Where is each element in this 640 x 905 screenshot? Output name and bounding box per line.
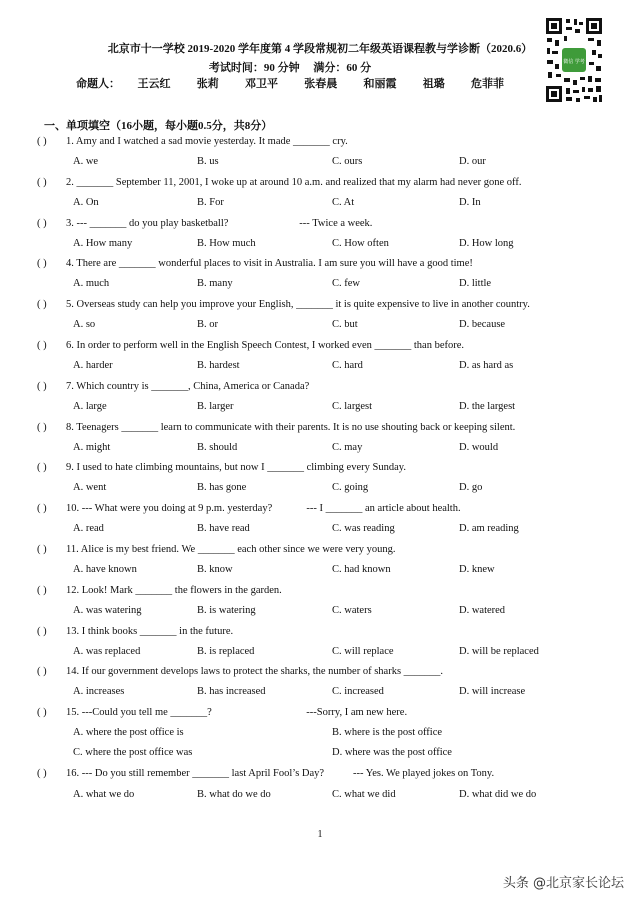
question-stem: 7. Which country is _______, China, America or Canada? <box>66 380 310 392</box>
options-6 <box>73 360 613 374</box>
question-stem: 10. --- What were you doing at 9 p.m. yesterday? --- I _______ an article about health. <box>66 503 461 515</box>
option-a: A. so <box>73 319 96 331</box>
option-b: B. has increased <box>197 686 266 698</box>
question-4 <box>37 258 473 269</box>
option-a: A. went <box>73 482 107 494</box>
answer-paren[interactable]: ( ) <box>37 503 47 515</box>
option-c: C. hard <box>332 360 363 371</box>
answer-paren[interactable]: ( ) <box>37 544 47 555</box>
option-b: B. is watering <box>197 604 256 616</box>
watermark: 头条 @北京家长论坛 <box>502 876 624 891</box>
options-16 <box>73 789 613 803</box>
option-a: A. much <box>73 278 110 290</box>
option-c: C. increased <box>332 686 384 698</box>
option-a: A. what we do <box>73 789 135 800</box>
answer-paren[interactable]: ( ) <box>37 584 47 596</box>
option-d: D. where was the post office <box>332 747 452 759</box>
answer-paren[interactable]: ( ) <box>37 136 47 147</box>
question-9 <box>37 462 406 473</box>
option-d: D. How long <box>459 237 514 249</box>
options-15 <box>73 727 613 767</box>
option-a: A. have known <box>73 564 137 575</box>
option-b: B. hardest <box>197 360 240 371</box>
option-d: D. will be replaced <box>459 645 539 657</box>
question-stem: 13. I think books _______ in the future. <box>66 625 234 637</box>
question-stem: 6. In order to perform well in the English Speech Contest, I worked even _______ than before. <box>66 340 465 351</box>
question-10 <box>37 503 461 514</box>
option-a: A. was watering <box>73 604 142 616</box>
question-11 <box>37 544 396 555</box>
options-4 <box>73 278 613 292</box>
question-16 <box>37 768 494 779</box>
answer-paren[interactable]: ( ) <box>37 176 47 188</box>
option-d: D. would <box>459 441 499 453</box>
question-stem: 16. --- Do you still remember _______ last April Fool’s Day? --- Yes. We played jokes on Tony. <box>66 768 495 779</box>
option-c: C. will replace <box>332 645 394 657</box>
option-b: B. How much <box>197 237 256 249</box>
option-c: C. may <box>332 441 363 453</box>
exam-info: 考试时间：90 分钟 满分：60 分 <box>208 62 372 74</box>
options-2 <box>73 197 613 211</box>
option-d: D. watered <box>459 604 506 616</box>
option-d: D. our <box>459 156 486 167</box>
question-7 <box>37 381 309 392</box>
question-stem: 4. There are _______ wonderful places to visit in Australia. I am sure you will have a good time! <box>66 258 473 270</box>
option-d: D. will increase <box>459 686 526 698</box>
option-c: C. going <box>332 482 369 494</box>
option-c: C. largest <box>332 400 373 412</box>
option-d: D. knew <box>459 564 495 575</box>
option-d: D. go <box>459 482 483 494</box>
exam-authors: 命题人： 王云红 张莉 邓卫平 张春晨 和丽霞 祖璐 危菲菲 <box>76 78 504 90</box>
answer-paren[interactable]: ( ) <box>37 625 47 637</box>
option-a: A. was replaced <box>73 645 141 657</box>
options-14 <box>73 686 613 700</box>
answer-paren[interactable]: ( ) <box>37 768 47 779</box>
option-d: D. In <box>459 196 481 208</box>
question-12 <box>37 585 282 596</box>
options-10 <box>73 523 613 537</box>
option-c: C. was reading <box>332 523 395 535</box>
options-12 <box>73 605 613 619</box>
question-stem: 11. Alice is my best friend. We _______ each other since we were very young. <box>66 544 396 555</box>
answer-paren[interactable]: ( ) <box>37 217 47 229</box>
option-b: B. or <box>197 319 218 331</box>
option-b: B. many <box>197 278 233 290</box>
option-c: C. had known <box>332 564 391 575</box>
options-7 <box>73 401 613 415</box>
option-a: A. increases <box>73 686 125 698</box>
option-b: B. has gone <box>197 482 247 494</box>
question-5 <box>37 299 530 310</box>
option-d: D. am reading <box>459 523 519 535</box>
question-1 <box>37 136 348 147</box>
qr-code-icon <box>544 16 604 106</box>
option-b: B. is replaced <box>197 645 255 657</box>
option-a: A. How many <box>73 237 133 249</box>
answer-paren[interactable]: ( ) <box>37 258 47 270</box>
option-b: B. what do we do <box>197 789 271 800</box>
question-stem: 1. Amy and I watched a sad movie yesterday. It made _______ cry. <box>66 136 348 147</box>
option-c: C. At <box>332 196 355 208</box>
page-number: 1 <box>317 829 323 840</box>
option-a: A. we <box>73 156 99 167</box>
option-c: C. few <box>332 278 360 290</box>
options-9 <box>73 482 613 496</box>
question-stem: 2. _______ September 11, 2001, I woke up at around 10 a.m. and realized that my alarm had never gone off. <box>66 176 522 188</box>
answer-paren[interactable]: ( ) <box>37 462 47 474</box>
option-a: A. harder <box>73 360 113 371</box>
options-8 <box>73 442 613 456</box>
options-1 <box>73 156 613 170</box>
option-d: D. little <box>459 278 492 290</box>
question-stem: 14. If our government develops laws to protect the sharks, the number of sharks _______. <box>66 666 444 678</box>
question-14 <box>37 666 443 677</box>
question-13 <box>37 626 233 637</box>
question-3 <box>37 218 372 229</box>
question-stem: 9. I used to hate climbing mountains, but now I _______ climbing every Sunday. <box>66 462 406 474</box>
question-stem: 8. Teenagers _______ learn to communicate with their parents. It is no use shouting back or keeping silent. <box>66 421 516 433</box>
section-title: 一、单项填空（16小题，每小题0.5分，共8分） <box>44 120 273 132</box>
options-3 <box>73 238 613 252</box>
option-c: C. ours <box>332 156 363 167</box>
option-b: B. where is the post office <box>332 727 443 739</box>
question-stem: 15. ---Could you tell me _______? ---Sorry, I am new here. <box>66 707 408 719</box>
option-b: B. larger <box>197 400 234 412</box>
exam-title: 北京市十一学校 2019-2020 学年度第 4 学段常规初二年级英语课程教与学诊断（2020.6） <box>107 43 533 55</box>
question-stem: 3. --- _______ do you play basketball? --- Twice a week. <box>66 217 373 229</box>
question-15 <box>37 707 407 718</box>
option-c: C. but <box>332 319 358 331</box>
options-11 <box>73 564 613 578</box>
question-2 <box>37 177 521 188</box>
question-stem: 12. Look! Mark _______ the flowers in the garden. <box>66 584 282 596</box>
answer-paren[interactable]: ( ) <box>37 421 47 433</box>
option-d: D. what did we do <box>459 789 537 800</box>
option-c: C. How often <box>332 237 389 249</box>
question-8 <box>37 422 515 433</box>
option-d: D. because <box>459 319 506 331</box>
answer-paren[interactable]: ( ) <box>37 707 47 719</box>
answer-paren[interactable]: ( ) <box>37 380 47 392</box>
option-d: D. as hard as <box>459 360 514 371</box>
answer-paren[interactable]: ( ) <box>37 666 47 678</box>
option-c: C. where the post office was <box>73 747 193 759</box>
question-stem: 5. Overseas study can help you improve your English, _______ it is quite expensive to live in another country. <box>66 299 530 311</box>
option-b: B. know <box>197 564 233 575</box>
option-d: D. the largest <box>459 400 516 412</box>
options-13 <box>73 646 613 660</box>
option-b: B. us <box>197 156 219 167</box>
option-b: B. have read <box>197 523 250 535</box>
option-a: A. large <box>73 400 107 412</box>
qr-badge-label: 微信 学考 <box>563 59 585 65</box>
option-c: C. what we did <box>332 789 396 800</box>
option-a: A. On <box>73 196 99 208</box>
option-b: B. For <box>197 196 224 208</box>
options-5 <box>73 319 613 333</box>
option-c: C. waters <box>332 604 372 616</box>
option-b: B. should <box>197 441 238 453</box>
question-6 <box>37 340 464 351</box>
answer-paren[interactable]: ( ) <box>37 299 47 311</box>
option-a: A. read <box>73 523 104 535</box>
option-a: A. might <box>73 441 111 453</box>
answer-paren[interactable]: ( ) <box>37 340 47 351</box>
option-a: A. where the post office is <box>73 727 184 739</box>
